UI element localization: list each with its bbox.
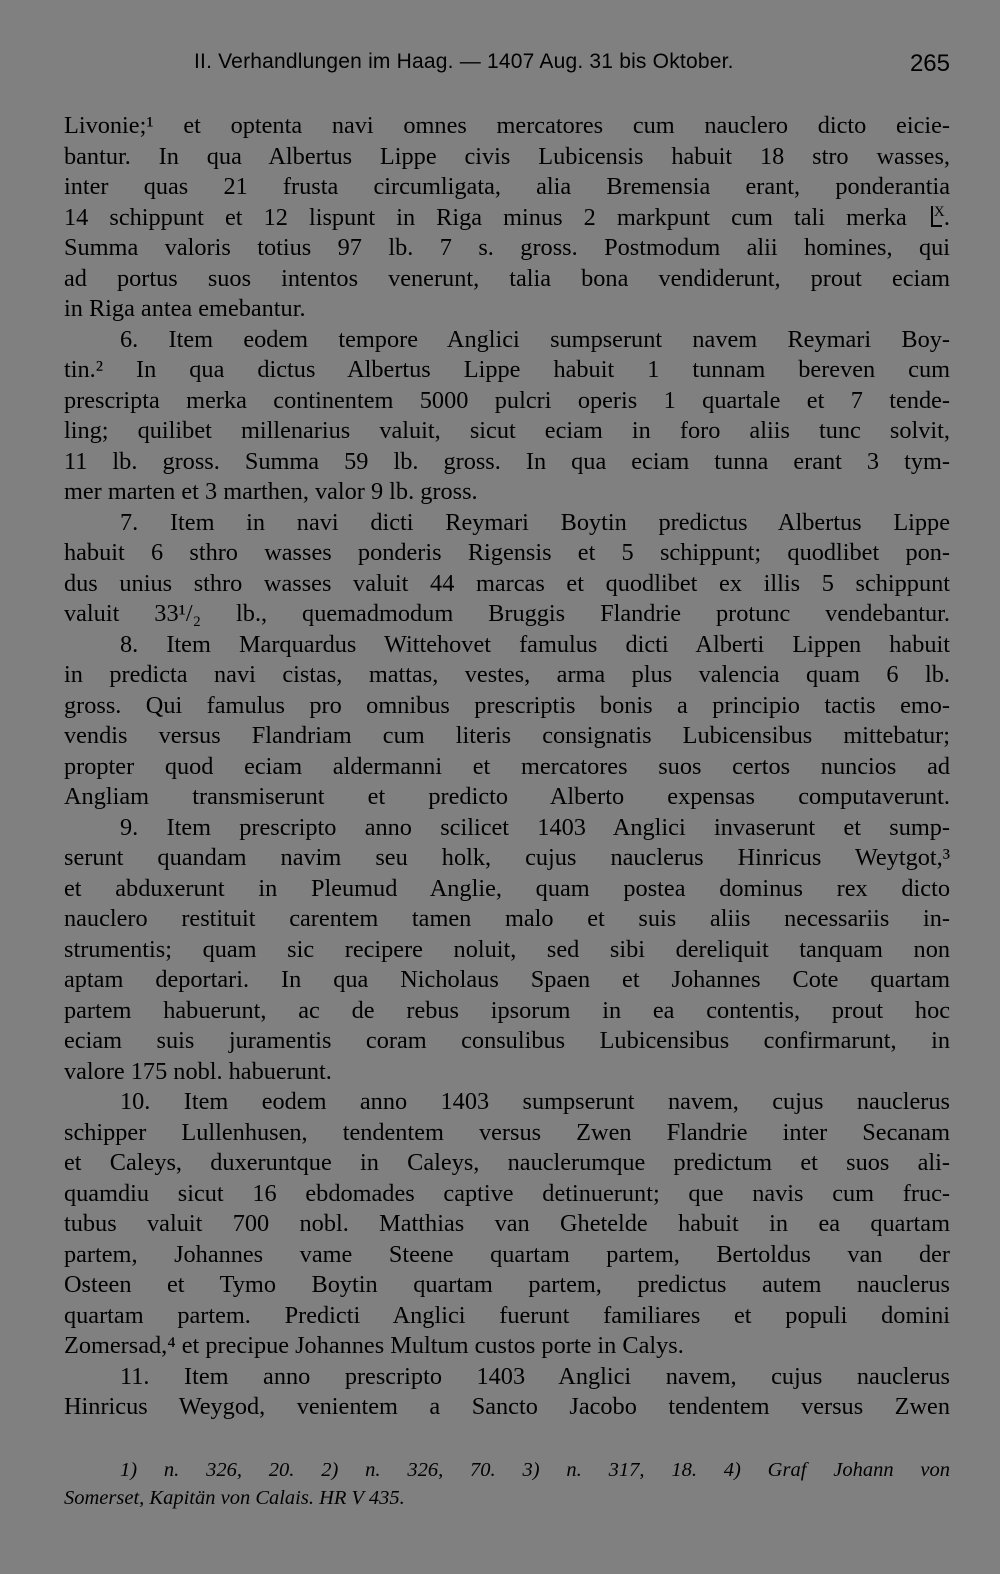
text-line: Summa valoris totius 97 lb. 7 s. gross. Postmodum alii homines, qui: [64, 234, 950, 261]
merchant-mark-icon: X: [929, 205, 943, 227]
text-line: Osteen et Tymo Boytin quartam partem, predictus autem nauclerus: [64, 1271, 950, 1298]
text-line: quartam partem. Predicti Anglici fuerunt familiares et populi domini: [64, 1301, 950, 1329]
text-line: strumentis; quam sic recipere noluit, sed sibi dereliquit tanquam non: [64, 935, 950, 963]
text-line: eciam suis juramentis coram consulibus Lubicensibus confirmarunt, in: [64, 1027, 950, 1054]
text-line: 11 lb. gross. Summa 59 lb. gross. In qua eciam tunna erant 3 tym-: [64, 447, 950, 475]
text-line: Angliam transmiserunt et predicto Alberto expensas computaverunt.: [64, 783, 950, 810]
text-line: et abduxerunt in Pleumud Anglie, quam postea dominus rex dicto: [64, 874, 950, 902]
footnote-line: 1) n. 326, 20. 2) n. 326, 70. 3) n. 317, 18. 4) Graf Johann von: [120, 1459, 950, 1481]
text-line: gross. Qui famulus pro omnibus prescriptis bonis a principio tactis emo-: [64, 691, 950, 719]
page-header: [64, 50, 950, 84]
text-line: Zomersad,⁴ et precipue Johannes Multum custos porte in Calys.: [64, 1332, 684, 1359]
text-line: in predicta navi cistas, mattas, vestes, arma plus valencia quam 6 lb.: [64, 661, 950, 688]
paragraph-start-line: 9. Item prescripto anno scilicet 1403 Anglici invaserunt et sump-: [120, 813, 950, 841]
text-line: aptam deportari. In qua Nicholaus Spaen et Johannes Cote quartam: [64, 966, 950, 993]
footnotes: [64, 1456, 950, 1512]
paragraph-start-line: 10. Item eodem anno 1403 sumpserunt navem, cujus nauclerus: [120, 1088, 950, 1115]
text-line: ling; quilibet millenarius valuit, sicut eciam in foro aliis tunc solvit,: [64, 417, 950, 444]
text-line: dus unius sthro wasses valuit 44 marcas et quodlibet ex illis 5 schippunt: [64, 569, 950, 597]
main-text: [64, 111, 950, 1423]
running-head: II. Verhandlungen im Haag. — 1407 Aug. 31 bis Oktober.: [194, 50, 734, 73]
text-line: mer marten et 3 marthen, valor 9 lb. gross.: [64, 478, 478, 505]
text-line: et Caleys, duxeruntque in Caleys, nauclerumque predictum et suos ali-: [64, 1149, 950, 1176]
text-line: propter quod eciam aldermanni et mercatores suos certos nuncios ad: [64, 752, 950, 780]
paragraph-start-line: 6. Item eodem tempore Anglici sumpserunt navem Reymari Boy-: [120, 325, 950, 353]
text-line: partem, Johannes vame Steene quartam partem, Bertoldus van der: [64, 1240, 950, 1268]
paragraph-start-line: 11. Item anno prescripto 1403 Anglici navem, cujus nauclerus: [120, 1362, 950, 1390]
text-line: bantur. In qua Albertus Lippe civis Lubicensis habuit 18 stro wasses,: [64, 142, 950, 170]
text-line: prescripta merka continentem 5000 pulcri operis 1 quartale et 7 tende-: [64, 386, 950, 414]
text-line: Livonie;¹ et optenta navi omnes mercatores cum nauclero dicto eicie-: [64, 112, 950, 139]
text-line: habuit 6 sthro wasses ponderis Rigensis et 5 schippunt; quodlibet pon-: [64, 539, 950, 566]
text-line: 14 schippunt et 12 lispunt in Riga minus 2 markpunt cum tali merka X .: [64, 203, 950, 231]
text-line: ad portus suos intentos venerunt, talia bona vendiderunt, prout eciam: [64, 264, 950, 292]
paragraph-start-line: 7. Item in navi dicti Reymari Boytin predictus Albertus Lippe: [120, 508, 950, 536]
text-line: tubus valuit 700 nobl. Matthias van Ghetelde habuit in ea quartam: [64, 1210, 950, 1237]
text-line: serunt quandam navim seu holk, cujus nauclerus Hinricus Weytgot,³: [64, 844, 950, 871]
text-line: vendis versus Flandriam cum literis consignatis Lubicensibus mittebatur;: [64, 722, 950, 749]
paragraph-start-line: 8. Item Marquardus Wittehovet famulus dicti Alberti Lippen habuit: [120, 630, 950, 658]
page-number: 265: [909, 50, 950, 77]
text-line: valore 175 nobl. habuerunt.: [64, 1057, 332, 1085]
text-line: tin.² In qua dictus Albertus Lippe habuit 1 tunnam bereven cum: [64, 356, 950, 383]
text-line: inter quas 21 frusta circumligata, alia Bremensia erant, ponderantia: [64, 173, 950, 200]
footnote-line: Somerset, Kapitän von Calais. HR V 435.: [64, 1487, 405, 1509]
text-line: nauclero restituit carentem tamen malo et suis aliis necessariis in-: [64, 905, 950, 932]
text-line: schipper Lullenhusen, tendentem versus Zwen Flandrie inter Secanam: [64, 1118, 950, 1146]
text-line: in Riga antea emebantur.: [64, 295, 306, 322]
text-line: partem habuerunt, ac de rebus ipsorum in ea contentis, prout hoc: [64, 996, 950, 1024]
text-line: valuit 33¹/₂ lb., quemadmodum Bruggis Flandrie protunc vendebantur.: [64, 600, 950, 627]
text-line: quamdiu sicut 16 ebdomades captive detinuerunt; que navis cum fruc-: [64, 1179, 950, 1207]
text-line: Hinricus Weygod, venientem a Sancto Jacobo tendentem versus Zwen: [64, 1393, 950, 1420]
